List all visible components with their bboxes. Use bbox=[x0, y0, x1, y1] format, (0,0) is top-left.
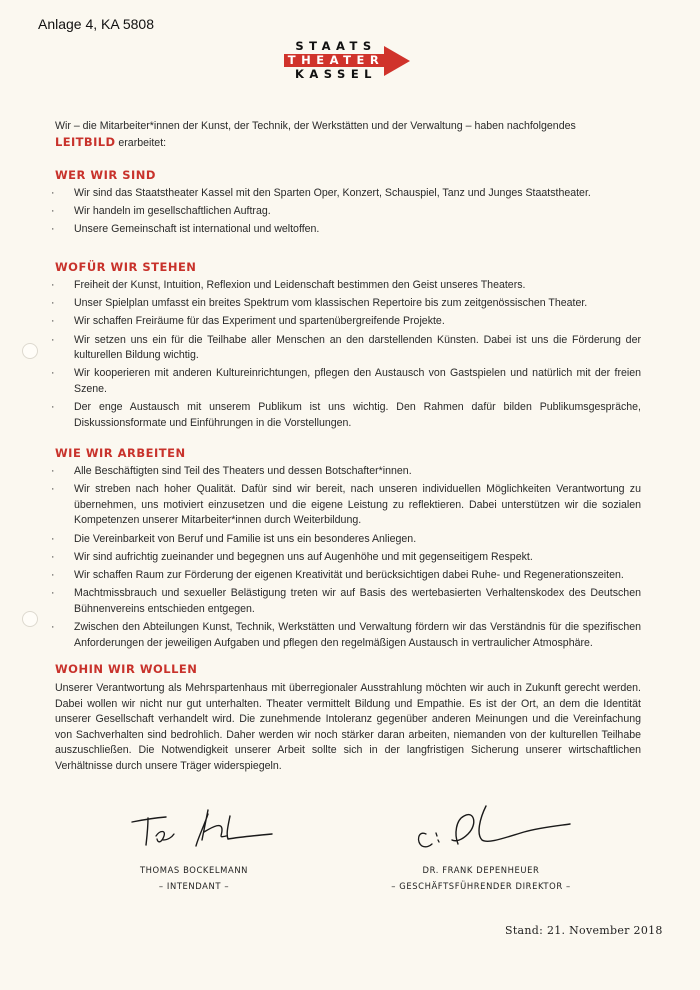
logo-line-2: THEATER bbox=[284, 54, 388, 67]
signature-block bbox=[0, 800, 700, 900]
list-item: · Zwischen den Abteilungen Kunst, Technik, Werkstätten und Verwaltung fördern wir das Verständnis für die spezifischen Anforderungen der jeweiligen Aufgaben und pflegen den regelmäßigen Austausch in vertraulicher Atmosphäre. bbox=[51, 620, 641, 649]
bullet: · bbox=[51, 483, 55, 496]
annex-label: Anlage 4, KA 5808 bbox=[38, 16, 154, 32]
logo-arrow-icon bbox=[384, 46, 410, 76]
logo-line-3: KASSEL bbox=[294, 67, 378, 81]
punch-hole bbox=[22, 343, 38, 359]
list-item: · Machtmissbrauch und sexueller Belästigung treten wir auf Basis des wertebasierten Verhaltenskodex des Deutschen Bühnenvereins entschieden entgegen. bbox=[51, 587, 641, 615]
list-item: · Alle Beschäftigten sind Teil des Theaters und dessen Botschafter*innen. bbox=[55, 464, 641, 480]
document-date: Stand: 21. November 2018 bbox=[505, 924, 663, 937]
section-list-wer-wir-sind bbox=[51, 186, 641, 241]
list-item: · Wir schaffen Raum zur Förderung der eigenen Kreativität und berücksichtigen dabei Ruhe- und Regenerationszeiten. bbox=[55, 568, 641, 584]
signatory-role: – GESCHÄFTSFÜHRENDER DIREKTOR – bbox=[391, 881, 571, 891]
list-item: · Unsere Gemeinschaft ist international und weltoffen. bbox=[55, 222, 641, 238]
bullet: · bbox=[51, 568, 55, 581]
bullet: · bbox=[51, 620, 55, 633]
bullet: · bbox=[51, 315, 55, 328]
section-heading-wie-wir-arbeiten: WIE WIR ARBEITEN bbox=[55, 446, 186, 460]
bullet: · bbox=[51, 550, 55, 563]
list-item: · Freiheit der Kunst, Intuition, Reflexion und Leidenschaft bestimmen den Geist unseres Theaters. bbox=[55, 278, 641, 294]
list-item: · Der enge Austausch mit unserem Publikum ist uns wichtig. Den Rahmen dafür bilden Publikumsgespräche, Diskussionsformate und Einführungen in die Vorstellungen. bbox=[51, 401, 641, 429]
list-item: · Unser Spielplan umfasst ein breites Spektrum vom klassischen Repertoire bis zum zeitgenössischen Theater. bbox=[55, 296, 641, 312]
bullet: · bbox=[51, 587, 55, 600]
list-item: · Wir sind aufrichtig zueinander und begegnen uns auf Augenhöhe und mit gegenseitigem Respekt. bbox=[55, 550, 641, 566]
list-item: · Wir streben nach hoher Qualität. Dafür sind wir bereit, nach unseren individuellen Möglichkeiten Verantwortung zu übernehmen, uns motiviert einzusetzen und die eigene Leistung zu reflektieren. Dabei unterstützen wir die sozialen Kompetenzen unserer Mitarbeiter*innen durch Weiterbildung. bbox=[51, 483, 641, 527]
section-heading-wohin-wir-wollen: WOHIN WIR WOLLEN bbox=[55, 662, 198, 676]
signatory-name: THOMAS BOCKELMANN bbox=[139, 865, 249, 875]
bullet: · bbox=[51, 532, 55, 545]
list-item: · Wir sind das Staatstheater Kassel mit den Sparten Oper, Konzert, Schauspiel, Tanz und Junges Staatstheater. bbox=[55, 186, 641, 202]
bullet: · bbox=[51, 205, 55, 218]
punch-hole bbox=[22, 611, 38, 627]
section-heading-wer-wir-sind: WER WIR SIND bbox=[55, 168, 156, 182]
bullet: · bbox=[51, 367, 55, 380]
bullet: · bbox=[51, 333, 55, 346]
bullet: · bbox=[51, 297, 55, 310]
intro-paragraph bbox=[55, 119, 641, 151]
logo-line-1: STAATS bbox=[295, 39, 377, 53]
bullet: · bbox=[51, 465, 55, 477]
list-item: · Wir handeln im gesellschaftlichen Auftrag. bbox=[55, 204, 641, 220]
list-item: · Wir schaffen Freiräume für das Experiment und spartenübergreifende Projekte. bbox=[55, 314, 641, 330]
list-item: · Wir setzen uns ein für die Teilhabe aller Menschen an den darstellenden Künsten. Dabei ist uns die Förderung der kulturellen Bildung wichtig. bbox=[51, 333, 641, 362]
signature-bockelmann bbox=[126, 804, 276, 860]
bullet: · bbox=[51, 187, 55, 199]
intro-text-after: erarbeitet: bbox=[118, 136, 167, 149]
signature-depenheuer bbox=[408, 800, 578, 856]
section-list-wofuer-wir-stehen bbox=[51, 278, 641, 434]
bullet: · bbox=[51, 401, 55, 414]
list-item: · Wir kooperieren mit anderen Kultureinrichtungen, pflegen den Austausch von Gastspielen und natürlich mit der freien Szene. bbox=[51, 367, 641, 395]
intro-text: Wir – die Mitarbeiter*innen der Kunst, der Technik, der Werkstätten und der Verwaltung – haben nachfolgendes bbox=[55, 120, 576, 132]
signatory-name: DR. FRANK DEPENHEUER bbox=[422, 865, 540, 875]
staatstheater-kassel-logo bbox=[284, 40, 414, 82]
list-item: · Die Vereinbarkeit von Beruf und Familie ist uns ein besonderes Anliegen. bbox=[55, 532, 641, 548]
section-list-wie-wir-arbeiten bbox=[51, 464, 641, 654]
section-heading-wofuer-wir-stehen: WOFÜR WIR STEHEN bbox=[55, 260, 197, 274]
signatory-role: – INTENDANT – bbox=[158, 881, 230, 891]
section-paragraph-wohin-wir-wollen: Unserer Verantwortung als Mehrspartenhaus mit überregionaler Ausstrahlung möchten wir auch in Zukunft gerecht werden. Dabei wollen wir nicht nur gut unterhalten. Theater vermittelt Bildung und Empathie. Es ist der Ort, an dem die Identität unserer Gesellschaft verhandelt wird. Die zunehmende Intoleranz gegenüber anderen Meinungen und die Vereinfachung von Sachverhalten sind bedrohlich. Daher werden wir noch stärker daran arbeiten, niemanden von der kulturellen Teilhabe auszuschließen. Die Notwendigkeit unserer Arbeit sollte sich in der langfristigen Sicherung unserer wirtschaftlichen Verhältnisse durch unsere Träger widerspiegeln. bbox=[55, 682, 641, 772]
bullet: · bbox=[51, 279, 55, 291]
bullet: · bbox=[51, 223, 55, 236]
leitbild-label: LEITBILD bbox=[55, 134, 116, 149]
